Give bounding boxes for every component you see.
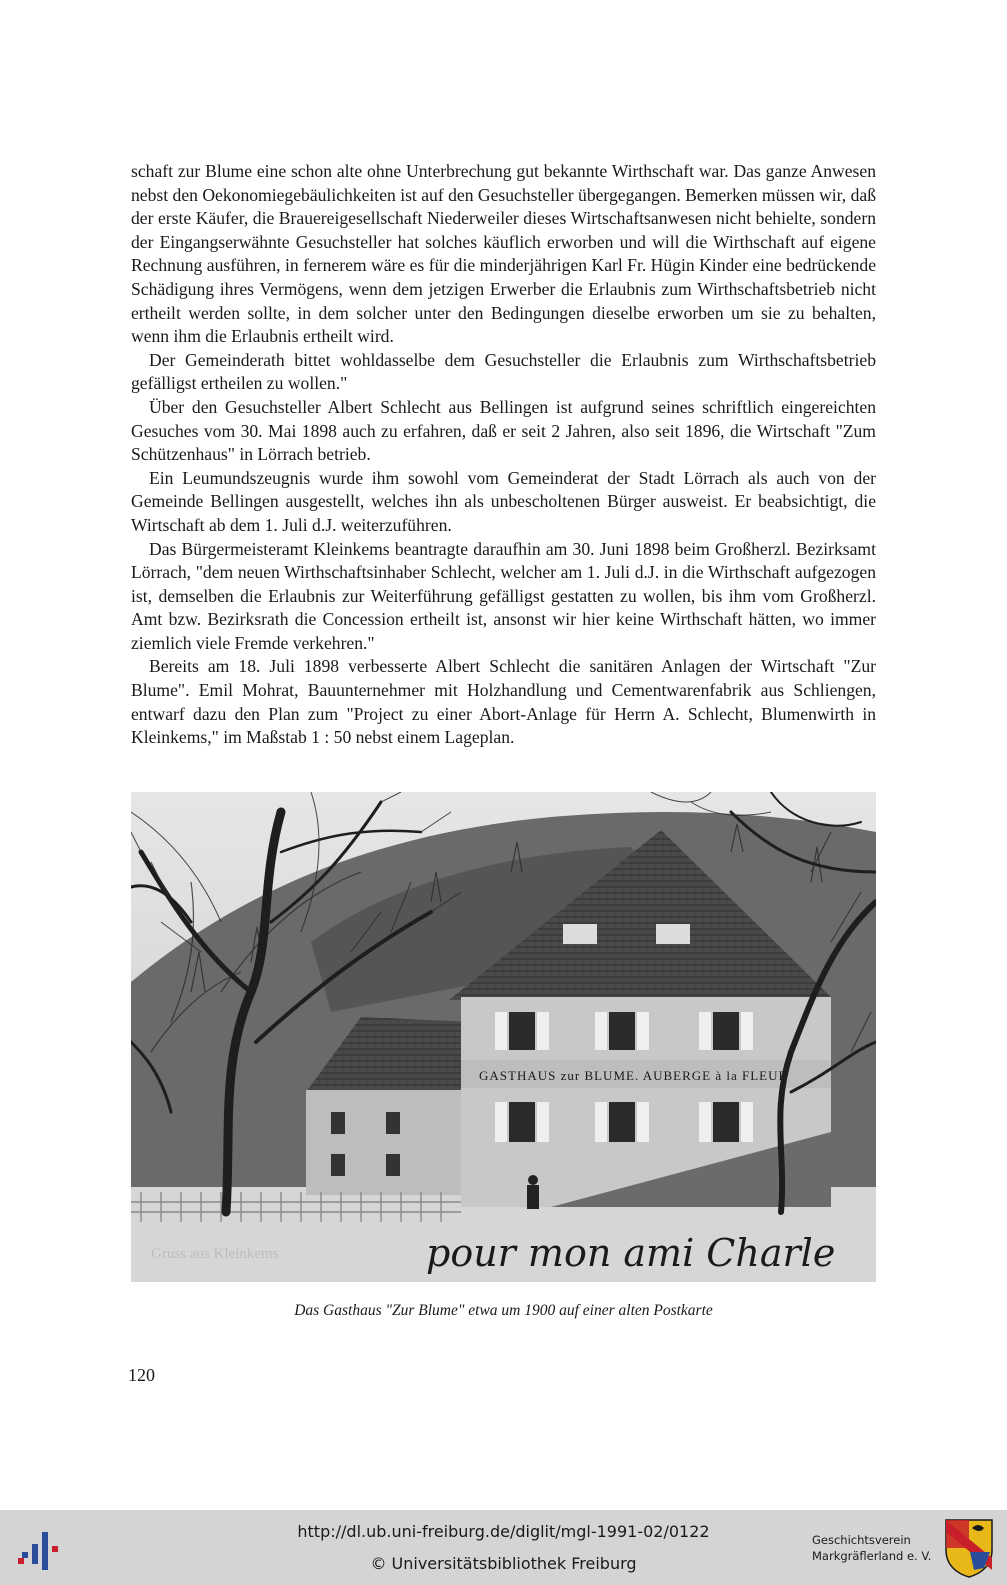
postcard-photo: [131, 792, 876, 1282]
coat-of-arms-icon: [944, 1518, 994, 1578]
paragraph-2: Der Gemeinderath bittet wohldasselbe dem Gesuchsteller die Erlaubnis zum Wirthschaftsbetrieb gefälligst ertheilen zu wollen.": [131, 349, 876, 394]
footer-bar: [0, 1510, 1007, 1585]
postcard-image: [131, 792, 876, 1282]
paragraph-1: schaft zur Blume eine schon alte ohne Unterbrechung gut bekannte Wirthschaft war. Das ganze Anwesen nebst den Oekonomiegebäulichkeiten ist auf den Gesuchsteller übergegangen. Bemerken müssen wir, daß der erste Käufer, die Brauereigesellschaft Niederweiler dieses Wirtschaftsanwesen nicht behielte, sondern der Eingangserwähnte Gesuchsteller hat solches käuflich erworben und will die Wirthschaft auf eigene Rechnung ausführen, in fernerem wäre es für die minderjährigen Karl Fr. Hügin Kinder eine bedrückende Schädigung ihres Vermögens, wenn dem jetzigen Erwerber die Erlaubnis zum Wirthschaftsbetrieb nicht ertheilt werden sollte, in dem solcher unter den Bedingungen dieselbe erworben um sie zu behalten, wenn ihm die Erlaubnis ertheilt wird.: [131, 161, 877, 347]
paragraph-3: Über den Gesuchsteller Albert Schlecht aus Bellingen ist aufgrund seines schriftlich eingereichten Gesuches vom 30. Mai 1898 auch zu erfahren, daß er seit 2 Jahren, also seit 1896, die Wirtschaft "Zum Schützenhaus" in Lörrach betrieb.: [131, 396, 876, 465]
postcard-handwriting: pour mon ami Charle: [426, 1231, 836, 1275]
paragraph-5: Das Bürgermeisteramt Kleinkems beantragte daraufhin am 30. Juni 1898 beim Großherzl. Bezirksamt Lörrach, "dem neuen Wirthschaftsinhaber Schlecht, welcher am 1. Juli d.J. in die Wirthschaft aufgezogen ist, demselben die Erlaubnis zur Weiterführung gefälligst gestatten zu wollen, bis ihm vom Großherzl. Amt bzw. Bezirksrath die Concession ertheilt ist, ansonst wir hier keine Wirthschaft hätten, wo immer ziemlich viele Fremde verkehren.": [131, 538, 876, 653]
article-body: [131, 160, 876, 750]
postcard-print-text: Gruss aus Kleinkems: [151, 1246, 279, 1262]
house-sign: GASTHAUS zur BLUME. AUBERGE à la FLEUR: [479, 1068, 789, 1083]
society-line-2: Markgräflerland e. V.: [812, 1549, 932, 1563]
paragraph-4: Ein Leumundszeugnis wurde ihm sowohl vom Gemeinderat der Stadt Lörrach als auch von der Gemeinde Bellingen ausgestellt, welches ihn als unbescholtenen Bürger ausweist. Er beabsichtigt, die Wirtschaft ab dem 1. Juli d.J. weiterzuführen.: [131, 467, 876, 535]
page-number: 120: [128, 1365, 155, 1385]
footer-url-link[interactable]: http://dl.ub.uni-freiburg.de/diglit/mgl-1991-02/0122: [297, 1522, 710, 1541]
photo-caption: Das Gasthaus "Zur Blume" etwa um 1900 auf einer alten Postkarte: [294, 1302, 713, 1319]
society-name: [812, 1532, 931, 1564]
footer-copyright: © Universitätsbibliothek Freiburg: [370, 1554, 637, 1573]
society-line-1: Geschichtsverein: [812, 1533, 911, 1547]
paragraph-6: Bereits am 18. Juli 1898 verbesserte Albert Schlecht die sanitären Anlagen der Wirtschaft "Zur Blume". Emil Mohrat, Bauunternehmer mit Holzhandlung und Cementwarenfabrik aus Schliengen, entwarf dazu den Plan zum "Project zu einer Abort-Anlage für Herrn A. Schlecht, Blumenwirth in Kleinkems," im Maßstab 1 : 50 nebst einem Lageplan.: [131, 656, 876, 748]
